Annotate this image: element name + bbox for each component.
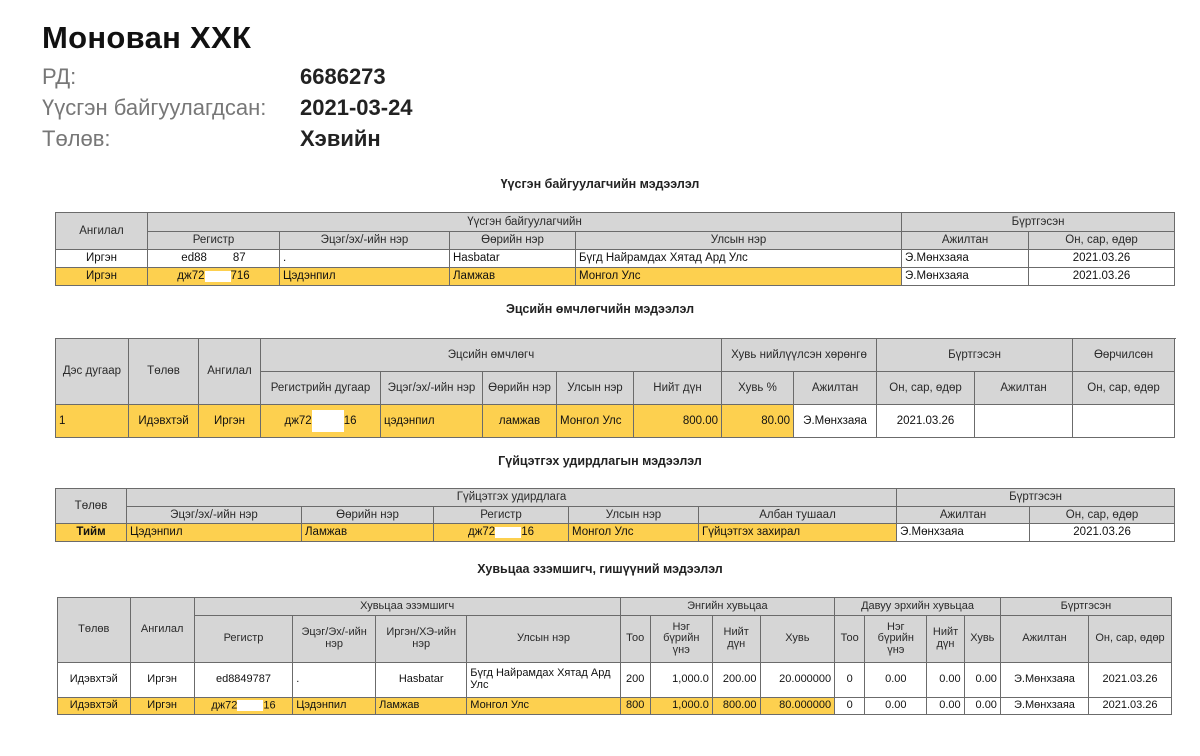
cell-pref-share: 0.00: [964, 698, 1000, 715]
cell-citizen: Ламжав: [376, 698, 467, 715]
info-row-founded: [42, 95, 413, 126]
col-header: Ажилтан: [975, 372, 1073, 405]
col-header: Нийт дүн: [634, 372, 722, 405]
col-header: Бүртгэсэн: [897, 489, 1175, 507]
cell-country: Монгол Улс: [576, 268, 902, 286]
col-header: Он, сар, өдөр: [1030, 507, 1175, 524]
col-header: Төлөв: [56, 489, 127, 524]
cell-own: ламжав: [483, 405, 557, 438]
cell-status: Идэвхтэй: [58, 698, 131, 715]
cell-father: цэдэнпил: [381, 405, 483, 438]
cell-register: дж72 716: [148, 268, 280, 286]
col-header: Эцсийн өмчлөгч: [261, 339, 722, 372]
col-header: Он, сар, өдөр: [1029, 232, 1175, 250]
cell-employee: Э.Мөнхзаяа: [1000, 663, 1088, 698]
col-header: Хувь нийлүүлсэн хөрөнгө: [722, 339, 877, 372]
col-header: Иргэн/ХЭ-ийн нэр: [376, 616, 467, 663]
cell-share: 80.000000: [760, 698, 835, 715]
cell-total: 800.00: [712, 698, 760, 715]
col-header: Төлөв: [129, 339, 199, 405]
cell-position: Гүйцэтгэх захирал: [699, 524, 897, 542]
cell-pref-qty: 0: [835, 663, 865, 698]
col-header: Нэг бүрийн үнэ: [650, 616, 712, 663]
cell-category: Иргэн: [199, 405, 261, 438]
col-header: Регистр: [148, 232, 280, 250]
beneficiaries-table: [55, 338, 1175, 438]
col-header: Гүйцэтгэх удирдлага: [127, 489, 897, 507]
cell-pct: 80.00: [722, 405, 794, 438]
col-header: Эцэг/эх/-ийн нэр: [280, 232, 450, 250]
col-header: Он, сар, өдөр: [877, 372, 975, 405]
cell-no: 1: [56, 405, 129, 438]
cell-country: Монгол Улс: [467, 698, 620, 715]
cell-date: 2021.03.26: [1089, 698, 1172, 715]
col-header: Хувь: [760, 616, 835, 663]
shareholders-title: Хувьцаа эзэмшигч, гишүүний мэдээлэл: [477, 562, 723, 576]
col-header: Ажилтан: [902, 232, 1029, 250]
info-value: 6686273: [300, 64, 386, 89]
col-header: Он, сар, өдөр: [1073, 372, 1175, 405]
cell-father: .: [293, 663, 376, 698]
cell-status: Идэвхтэй: [129, 405, 199, 438]
table-row: [58, 698, 1172, 715]
cell-pref-qty: 0: [835, 698, 865, 715]
cell-country: Бүгд Найрамдах Хятад Ард Улс: [467, 663, 620, 698]
table-row: [56, 268, 1175, 286]
table-row: [58, 663, 1172, 698]
col-header: Ангилал: [130, 598, 194, 663]
col-header: Нэг бүрийн үнэ: [865, 616, 927, 663]
cell-father: .: [280, 250, 450, 268]
cell-changed-date: [1073, 405, 1175, 438]
management-table: [55, 488, 1175, 542]
col-header: Өөрийн нэр: [302, 507, 434, 524]
col-header: Улсын нэр: [467, 616, 620, 663]
cell-changed-employee: [975, 405, 1073, 438]
col-header: Ангилал: [56, 213, 148, 250]
info-label: РД:: [42, 64, 77, 89]
cell-father: Цэдэнпил: [293, 698, 376, 715]
col-header: Энгийн хувьцаа: [620, 598, 835, 616]
col-header: Нийт дүн: [927, 616, 964, 663]
cell-pref-unit: 0.00: [865, 698, 927, 715]
info-label: Үүсгэн байгуулагдсан:: [42, 95, 267, 120]
cell-share: 20.000000: [760, 663, 835, 698]
col-header: Улсын нэр: [569, 507, 699, 524]
cell-category: Иргэн: [56, 268, 148, 286]
cell-own: Ламжав: [450, 268, 576, 286]
col-header: Эцэг/эх/-ийн нэр: [381, 372, 483, 405]
col-header: Тоо: [620, 616, 650, 663]
col-header: Бүртгэсэн: [1000, 598, 1171, 616]
cell-status: Тийм: [56, 524, 127, 542]
col-header: Бүртгэсэн: [877, 339, 1073, 372]
cell-employee: Э.Мөнхзаяа: [902, 250, 1029, 268]
col-header: Өөрийн нэр: [483, 372, 557, 405]
cell-father: Цэдэнпил: [127, 524, 302, 542]
col-header: Тоо: [835, 616, 865, 663]
cell-own: Ламжав: [302, 524, 434, 542]
cell-date: 2021.03.26: [1030, 524, 1175, 542]
col-header: Албан тушаал: [699, 507, 897, 524]
cell-country: Бүгд Найрамдах Хятад Ард Улс: [576, 250, 902, 268]
col-header: Ангилал: [199, 339, 261, 405]
col-header: Улсын нэр: [557, 372, 634, 405]
founders-table: [55, 212, 1175, 286]
cell-father: Цэдэнпил: [280, 268, 450, 286]
cell-register: дж72 16: [261, 405, 381, 438]
cell-register: ed8849787: [194, 663, 292, 698]
cell-date: 2021.03.26: [1089, 663, 1172, 698]
col-header: Регистр: [194, 616, 292, 663]
cell-register: ed88 87: [148, 250, 280, 268]
management-title: Гүйцэтгэх удирдлагын мэдээлэл: [498, 454, 702, 468]
cell-category: Иргэн: [130, 698, 194, 715]
company-name: Монован ХХК: [42, 20, 252, 55]
cell-employee: Э.Мөнхзаяа: [794, 405, 877, 438]
founders-title: Үүсгэн байгуулагчийн мэдээлэл: [500, 177, 700, 191]
col-header: Давуу эрхийн хувьцаа: [835, 598, 1001, 616]
col-header: Үүсгэн байгуулагчийн: [148, 213, 902, 232]
info-value: 2021-03-24: [300, 95, 413, 120]
info-row-status: [42, 126, 413, 157]
col-header: Төлөв: [58, 598, 131, 663]
cell-register: дж72 16: [194, 698, 292, 715]
col-header: Регистрийн дугаар: [261, 372, 381, 405]
cell-register: дж72 16: [434, 524, 569, 542]
info-label: Төлөв:: [42, 126, 111, 151]
col-header: Он, сар, өдөр: [1089, 616, 1172, 663]
cell-total: 200.00: [712, 663, 760, 698]
cell-country: Монгол Улс: [569, 524, 699, 542]
col-header: Нийт дүн: [712, 616, 760, 663]
col-header: Хувь: [964, 616, 1000, 663]
cell-employee: Э.Мөнхзаяа: [1000, 698, 1088, 715]
col-header: Өөрийн нэр: [450, 232, 576, 250]
cell-pref-total: 0.00: [927, 663, 964, 698]
cell-pref-total: 0.00: [927, 698, 964, 715]
cell-date: 2021.03.26: [1029, 268, 1175, 286]
col-header: Ажилтан: [1000, 616, 1088, 663]
col-header: Регистр: [434, 507, 569, 524]
col-header: Бүртгэсэн: [902, 213, 1175, 232]
col-header: Хувьцаа эзэмшигч: [194, 598, 620, 616]
col-header: Эцэг/Эх/-ийн нэр: [293, 616, 376, 663]
col-header: Ажилтан: [794, 372, 877, 405]
cell-unit: 1,000.0: [650, 698, 712, 715]
cell-employee: Э.Мөнхзаяа: [902, 268, 1029, 286]
col-header: Эцэг/эх/-ийн нэр: [127, 507, 302, 524]
col-header: Ажилтан: [897, 507, 1030, 524]
cell-pref-share: 0.00: [964, 663, 1000, 698]
table-row: [56, 405, 1175, 438]
cell-qty: 800: [620, 698, 650, 715]
info-value: Хэвийн: [300, 126, 381, 151]
cell-status: Идэвхтэй: [58, 663, 131, 698]
cell-qty: 200: [620, 663, 650, 698]
info-row-register: [42, 64, 413, 95]
cell-country: Монгол Улс: [557, 405, 634, 438]
cell-category: Иргэн: [130, 663, 194, 698]
cell-citizen: Hasbatar: [376, 663, 467, 698]
col-header: Улсын нэр: [576, 232, 902, 250]
company-header: [42, 20, 413, 157]
cell-total: 800.00: [634, 405, 722, 438]
beneficiaries-title: Эцсийн өмчлөгчийн мэдээлэл: [505, 302, 695, 316]
cell-unit: 1,000.0: [650, 663, 712, 698]
cell-employee: Э.Мөнхзаяа: [897, 524, 1030, 542]
cell-pref-unit: 0.00: [865, 663, 927, 698]
cell-date: 2021.03.26: [877, 405, 975, 438]
col-header: Хувь %: [722, 372, 794, 405]
table-row: [56, 250, 1175, 268]
shareholders-table: [57, 597, 1172, 715]
cell-category: Иргэн: [56, 250, 148, 268]
col-header: Өөрчилсөн: [1073, 339, 1175, 372]
table-row: [56, 524, 1175, 542]
col-header: Дэс дугаар: [56, 339, 129, 405]
cell-own: Hasbatar: [450, 250, 576, 268]
cell-date: 2021.03.26: [1029, 250, 1175, 268]
